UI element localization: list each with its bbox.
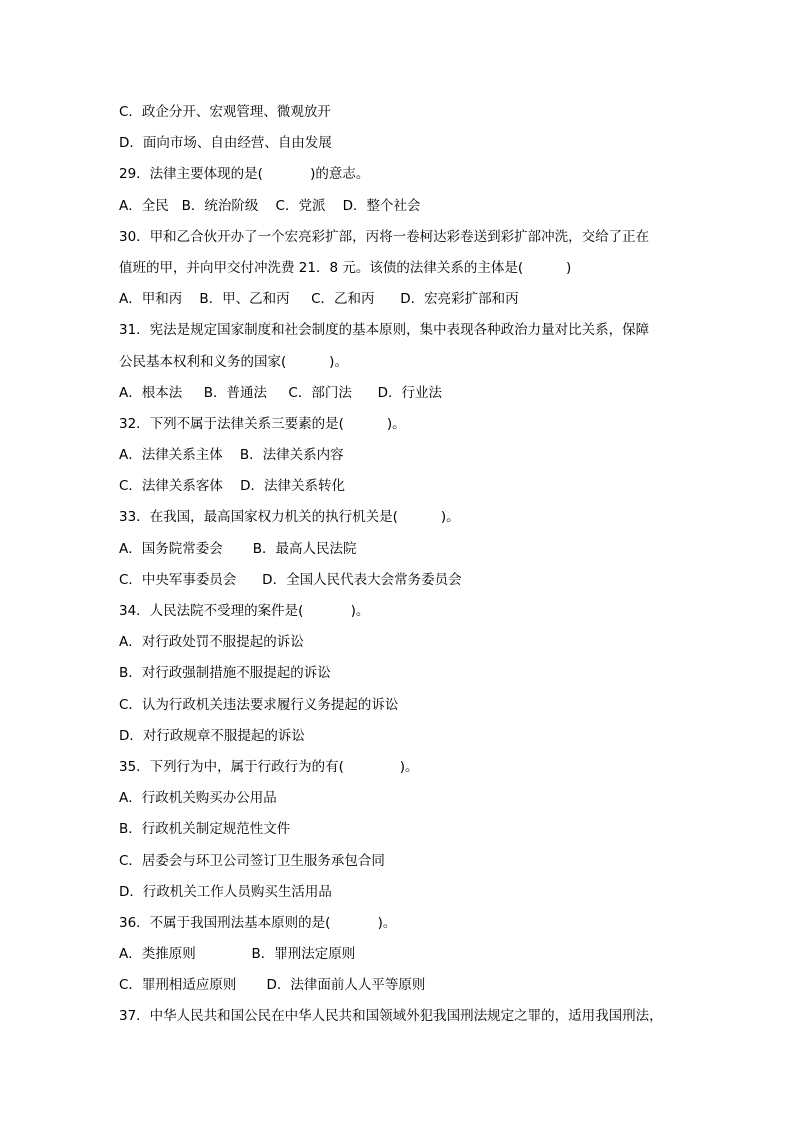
question-30-options: A．甲和丙 B．甲、乙和丙 C．乙和丙 D．宏亮彩扩部和丙 (119, 291, 519, 308)
question-35-option-b: B．行政机关制定规范性文件 (119, 821, 291, 838)
text-line-option-d: D．面向市场、自由经营、自由发展 (119, 135, 332, 152)
question-34-option-a: A．对行政处罚不服提起的诉讼 (119, 634, 304, 651)
question-30-line-2: 值班的甲，并向甲交付冲洗费 21．8 元。该债的法律关系的主体是( ) (119, 259, 572, 276)
question-30-line-1: 30．甲和乙合伙开办了一个宏亮彩扩部，丙将一卷柯达彩卷送到彩扩部冲洗，交给了正在 (119, 228, 650, 245)
question-31-options: A．根本法 B．普通法 C．部门法 D．行业法 (119, 384, 442, 401)
question-35-option-c: C．居委会与环卫公司签订卫生服务承包合同 (119, 852, 385, 869)
document-page (119, 102, 679, 1038)
question-34: 34．人民法院不受理的案件是( )。 (119, 603, 370, 619)
question-31-line-2: 公民基本权利和义务的国家( )。 (119, 353, 348, 370)
question-34-option-c: C．认为行政机关违法要求履行义务提起的诉讼 (119, 696, 399, 713)
question-29-options: A．全民 B．统治阶级 C．党派 D．整个社会 (119, 197, 421, 214)
question-32-options-ab: A．法律关系主体 B．法律关系内容 (119, 447, 344, 464)
question-35-option-a: A．行政机关购买办公用品 (119, 790, 277, 807)
question-29: 29．法律主要体现的是( )的意志。 (119, 166, 370, 183)
question-35: 35．下列行为中，属于行政行为的有( )。 (119, 758, 419, 775)
question-31-line-1: 31．宪法是规定国家制度和社会制度的基本原则，集中表现各种政治力量对比关系，保障 (119, 322, 650, 339)
question-36-options-ab: A．类推原则 B．罪刑法定原则 (119, 946, 356, 963)
question-36-options-cd: C．罪刑相适应原则 D．法律面前人人平等原则 (119, 977, 426, 994)
question-34-option-b: B．对行政强制措施不服提起的诉讼 (119, 665, 331, 682)
question-33-options-cd: C．中央军事委员会 D．全国人民代表大会常务委员会 (119, 571, 462, 588)
question-32-options-cd: C．法律关系客体 D．法律关系转化 (119, 478, 345, 495)
question-32: 32．下列不属于法律关系三要素的是( )。 (119, 415, 406, 432)
question-33: 33．在我国，最高国家权力机关的执行机关是( )。 (119, 509, 460, 526)
question-36: 36．不属于我国刑法基本原则的是( )。 (119, 914, 397, 931)
question-37-line-1: 37．中华人民共和国公民在中华人民共和国领域外犯我国刑法规定之罪的，适用我国刑法， (119, 1008, 663, 1025)
text-line-option-c: C．政企分开、宏观管理、微观放开 (119, 104, 331, 120)
question-35-option-d: D．行政机关工作人员购买生活用品 (119, 883, 332, 900)
question-33-options-ab: A．国务院常委会 B．最高人民法院 (119, 540, 357, 557)
question-34-option-d: D．对行政规章不服提起的诉讼 (119, 727, 305, 744)
